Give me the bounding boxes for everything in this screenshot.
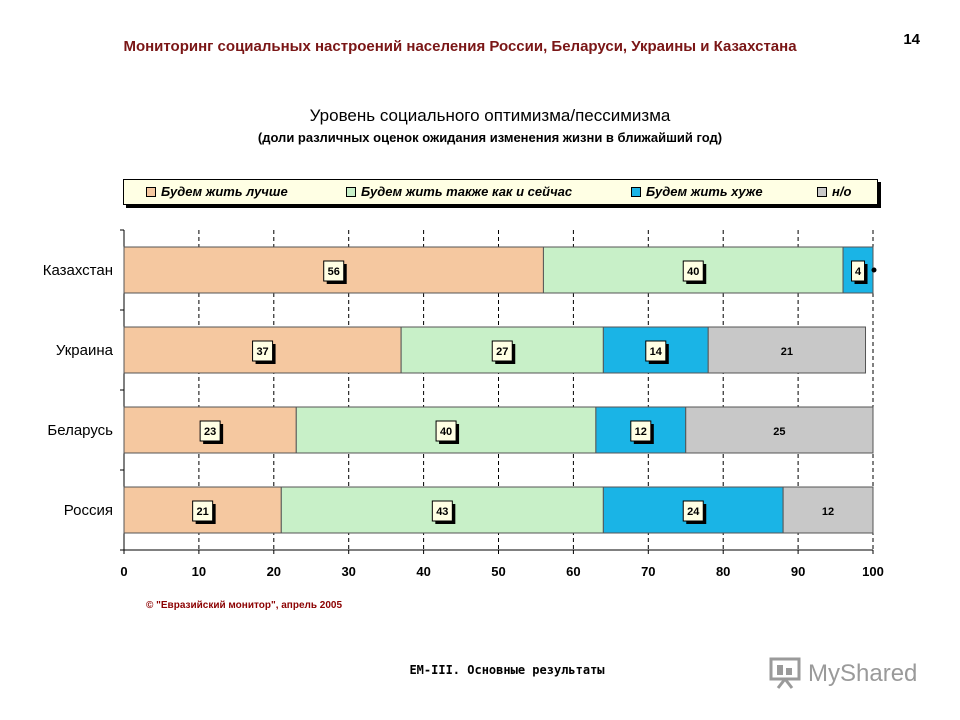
data-label: 12 <box>634 426 647 438</box>
chart-title: Уровень социального оптимизма/пессимизма <box>309 106 671 125</box>
watermark-text: MyShared <box>808 660 918 687</box>
legend-label-worse: Будем жить хуже <box>646 184 763 199</box>
x-tick-label: 50 <box>491 564 506 579</box>
data-label: 37 <box>256 346 269 358</box>
x-tick-label: 0 <box>120 564 128 579</box>
x-tick-label: 90 <box>790 564 806 579</box>
legend-label-better: Будем жить лучше <box>161 184 288 199</box>
category-label: Казахстан <box>42 262 113 279</box>
page-number: 14 <box>903 31 920 48</box>
data-label: 40 <box>439 426 453 438</box>
data-label: 56 <box>327 266 340 278</box>
data-label: 24 <box>687 506 700 518</box>
data-label: 14 <box>649 346 662 358</box>
data-label: 40 <box>687 266 700 278</box>
header-title: Мониторинг социальных настроений населения России, Беларуси, Украины и Казахстана <box>123 38 797 55</box>
x-tick-label: 70 <box>641 564 656 579</box>
data-label: 12 <box>821 506 835 518</box>
legend-label-same: Будем жить также как и сейчас <box>361 184 573 199</box>
category-label: Россия <box>63 502 113 519</box>
data-label: 4 <box>854 266 862 278</box>
x-tick-label: 20 <box>266 564 282 579</box>
x-tick-label: 10 <box>191 564 207 579</box>
data-label: 21 <box>196 506 209 518</box>
data-label: 25 <box>773 426 786 438</box>
watermark <box>768 656 918 692</box>
x-tick-label: 80 <box>715 564 731 579</box>
x-tick-label: 100 <box>862 564 884 579</box>
category-label: Беларусь <box>47 422 113 439</box>
data-label: 23 <box>204 426 217 438</box>
bar-end-marker <box>872 268 877 273</box>
chart-subtitle: (доли различных оценок ожидания изменения жизни в ближайший год) <box>257 130 723 145</box>
x-tick-label: 30 <box>341 564 356 579</box>
legend-label-na: н/о <box>832 184 852 199</box>
x-tick-label: 60 <box>566 564 581 579</box>
data-label: 27 <box>496 346 509 358</box>
x-tick-label: 40 <box>416 564 431 579</box>
presentation-icon <box>768 656 804 690</box>
data-label: 21 <box>780 346 793 358</box>
copyright-note: © "Евразийский монитор", апрель 2005 <box>146 600 343 611</box>
footer-text: ЕМ-III. Основные результаты <box>409 663 605 677</box>
data-label: 43 <box>436 506 449 518</box>
category-label: Украина <box>55 342 113 359</box>
